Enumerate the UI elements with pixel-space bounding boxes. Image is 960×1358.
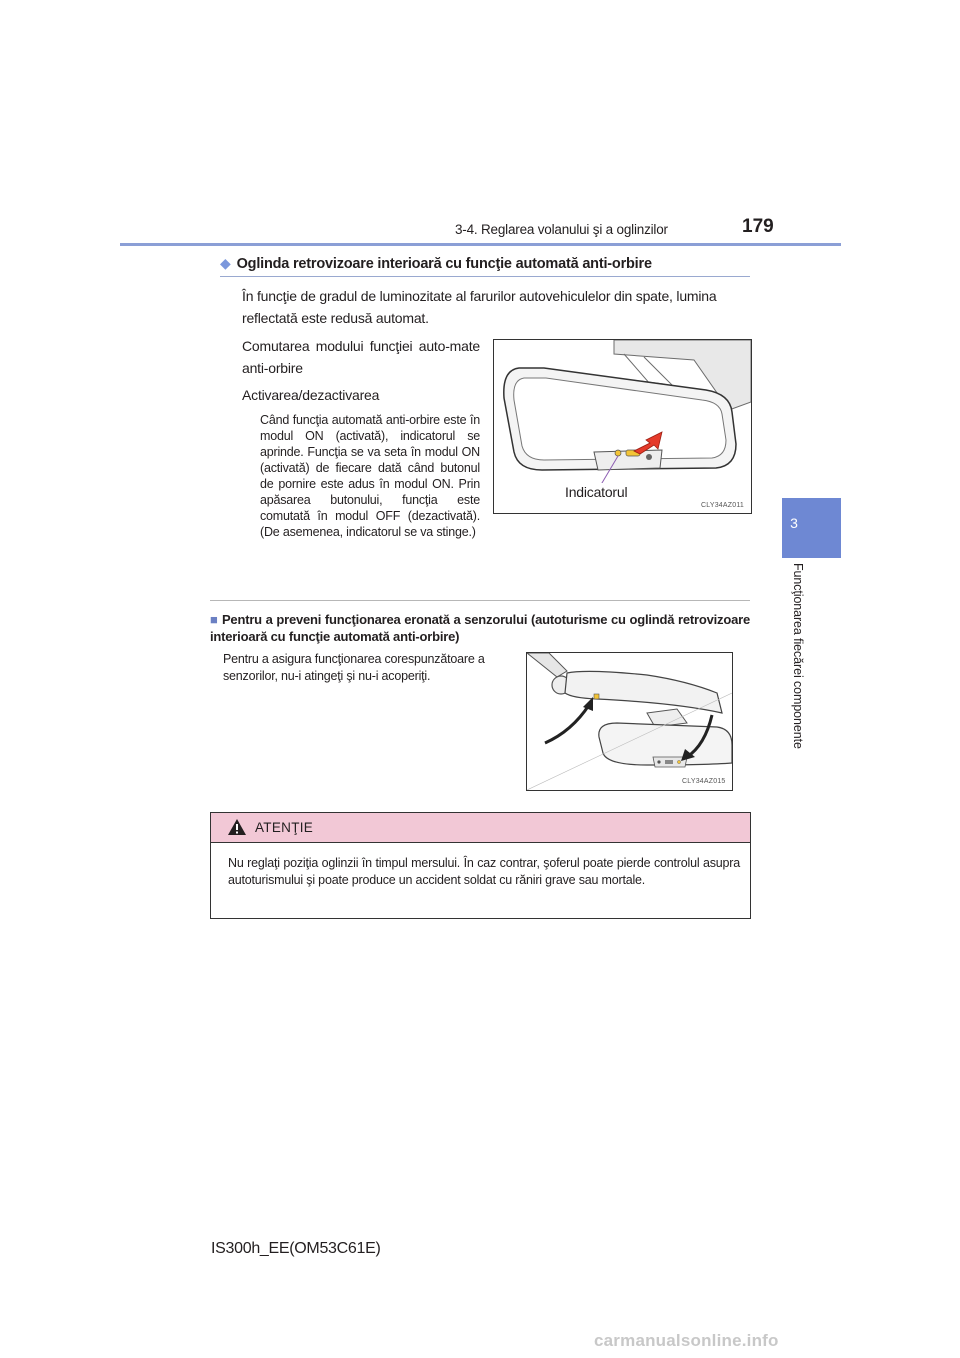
warning-header bbox=[211, 813, 750, 843]
chapter-title: Funcţionarea fiecărei componente bbox=[791, 563, 805, 749]
header-title: 3-4. Reglarea volanului şi a oglinzilor bbox=[455, 222, 668, 237]
activation-note: Când funcţia automată anti-orbire este în modul ON (activată), indicatorul se aprinde. Funcţia se va seta în modul ON (activată) de fiecare dată când butonul de pornire este adus în modul ON. Prin apăsarea butonului, funcţia este comutată în modul OFF (dezactivată). (De asemenea, indicatorul se va stinge.) bbox=[260, 413, 480, 539]
sensor-illustration bbox=[526, 652, 733, 791]
figure1-code: CLY34AZ011 bbox=[701, 502, 744, 509]
diamond-bullet-icon: ◆ bbox=[220, 255, 231, 271]
figure2-code: CLY34AZ015 bbox=[682, 778, 726, 785]
sensor-heading-text: Pentru a preveni funcţionarea eronată a senzorului (autoturisme cu oglindă retrovizoare interioară cu funcţie automată anti-orbire) bbox=[210, 612, 751, 644]
footer-code: IS300h_EE(OM53C61E) bbox=[211, 1240, 381, 1257]
intro-paragraph: În funcţie de gradul de luminozitate al farurilor autovehiculelor din spate, lumina reflectată este redusă automat. bbox=[242, 288, 717, 326]
mode-title: Comutarea modului funcţiei auto-mate anti-orbire bbox=[242, 338, 480, 376]
mirror-illustration bbox=[493, 339, 752, 514]
sensor-paragraph: Pentru a asigura funcţionarea corespunzătoare a senzorilor, nu-i atingeţi şi nu-i acoperiţi. bbox=[223, 652, 485, 683]
heading-rule bbox=[220, 276, 750, 277]
activation-title: Activarea/dezactivarea bbox=[242, 387, 380, 403]
chapter-number: 3 bbox=[790, 515, 798, 531]
warning-title: ATENŢIE bbox=[255, 820, 314, 835]
section-separator bbox=[210, 600, 750, 601]
warning-box bbox=[210, 812, 751, 919]
warning-triangle-icon bbox=[227, 818, 247, 836]
header-rule bbox=[120, 243, 841, 246]
sensor-drawing bbox=[527, 653, 732, 790]
page-number: 179 bbox=[742, 216, 774, 237]
sensor-heading bbox=[210, 611, 750, 645]
watermark: carmanualsonline.info bbox=[594, 1331, 779, 1350]
warning-text: Nu reglaţi poziţia oglinzii în timpul mersului. În caz contrar, şoferul poate pierde controlul asupra autoturismului şi poate produce un accident soldat cu răniri grave sau mortale. bbox=[228, 856, 740, 887]
square-bullet-icon: ■ bbox=[210, 612, 218, 627]
section-heading bbox=[220, 255, 750, 272]
section-heading-text: Oglinda retrovizoare interioară cu funcţie automată anti-orbire bbox=[236, 256, 652, 272]
indicator-label: Indicatorul bbox=[562, 483, 630, 501]
